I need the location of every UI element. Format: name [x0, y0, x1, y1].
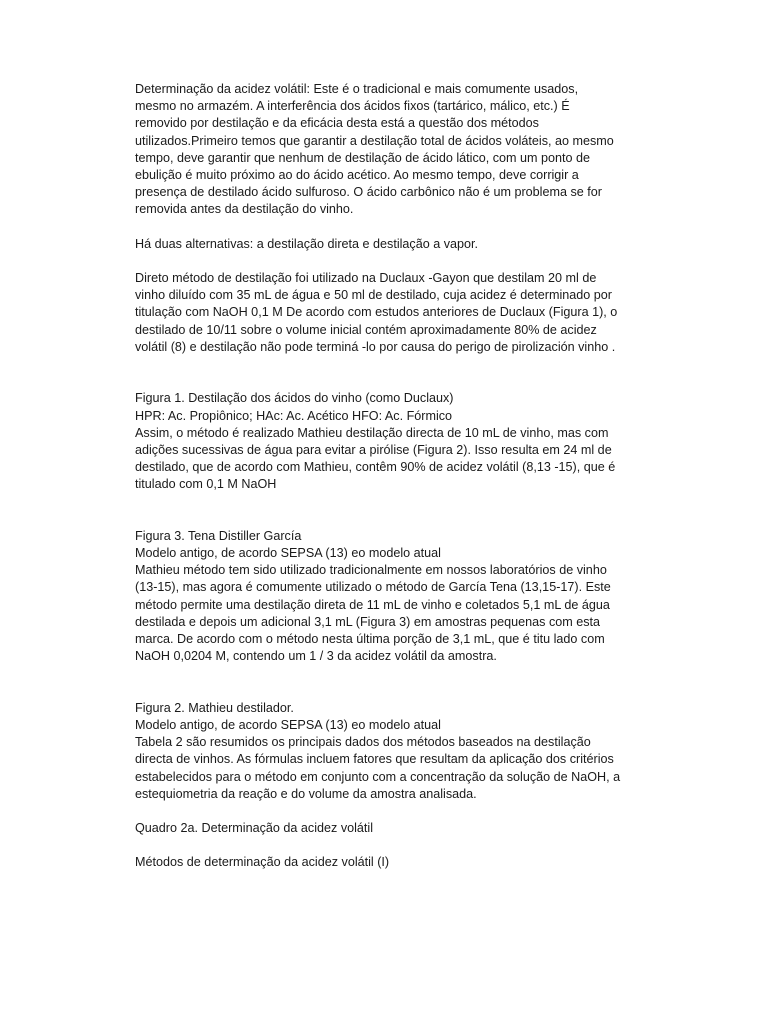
text-line: (13-15), mas agora é comumente utilizado o método de García Tena (13,15-17). Este: [135, 580, 611, 595]
text-line: Tabela 2 são resumidos os principais dados dos métodos baseados na destilação: [135, 735, 591, 750]
paragraph-alternatives: [135, 236, 635, 253]
text-line: Mathieu método tem sido utilizado tradicionalmente em nossos laboratórios de vinho: [135, 563, 607, 578]
text-line: Modelo antigo, de acordo SEPSA (13) eo modelo atual: [135, 717, 441, 732]
paragraph-figure-1: [135, 390, 635, 493]
text-line: vinho diluído com 35 mL de água e 50 ml de destilado, cuja acidez é determinado por: [135, 288, 612, 303]
text-line: titulado com 0,1 M NaOH: [135, 477, 277, 492]
text-line: marca. De acordo com o método nesta última porção de 3,1 mL, que é titu lado com: [135, 632, 605, 647]
text-line: tempo, deve garantir que nenhum de destilação de ácido lático, com um ponto de: [135, 150, 591, 165]
text-line: destilado, que de acordo com Mathieu, contêm 90% de acidez volátil (8,13 -15), que é: [135, 460, 616, 475]
paragraph-table-2a: [135, 820, 635, 837]
text-line: Há duas alternativas: a destilação direta e destilação a vapor.: [135, 236, 479, 251]
paragraph-figure-3: [135, 528, 635, 666]
text-line: titulação com NaOH 0,1 M De acordo com estudos anteriores de Duclaux (Figura 1), o: [135, 305, 618, 320]
text-line: NaOH 0,0204 M, contendo um 1 / 3 da acidez volátil da amostra.: [135, 649, 497, 664]
text-line: estequiometria da reação e do volume da amostra analisada.: [135, 786, 477, 801]
text-line: Assim, o método é realizado Mathieu destilação directa de 10 mL de vinho, mas com: [135, 425, 609, 440]
text-line: Direto método de destilação foi utilizado na Duclaux -Gayon que destilam 20 ml de: [135, 271, 597, 286]
text-line: presença de destilado ácido sulfuroso. O ácido carbônico não é um problema se for: [135, 185, 602, 200]
text-line: adições sucessivas de água para evitar a pirólise (Figura 2). Isso resulta em 24 ml de: [135, 442, 612, 457]
table-caption: Quadro 2a. Determinação da acidez volátil: [135, 821, 374, 836]
text-line: Determinação da acidez volátil: Este é o tradicional e mais comumente usados,: [135, 82, 579, 96]
text-line: ebulição é muito próximo ao do ácido acético. Ao mesmo tempo, deve corrigir a: [135, 167, 579, 182]
text-line: destilada e depois um adicional 3,1 mL (Figura 3) em amostras pequenas com esta: [135, 614, 601, 629]
text-line: volátil (8) e destilação não pode terminá -lo por causa do perigo de pirolización vinho .: [135, 339, 616, 354]
paragraph-direct-method: [135, 270, 635, 356]
text-line: removido por destilação e da eficácia desta está a questão dos métodos: [135, 116, 539, 131]
text-line: Modelo antigo, de acordo SEPSA (13) eo modelo atual: [135, 546, 441, 561]
paragraph-volatile-acidity-intro: [135, 81, 635, 219]
paragraph-methods-heading: [135, 854, 635, 871]
text-line: método permite uma destilação direta de 11 mL de vinho e coletados 5,1 mL de água: [135, 597, 610, 612]
figure-caption: Figura 3. Tena Distiller García: [135, 528, 302, 543]
paragraph-figure-2: [135, 700, 635, 803]
document-page: [135, 81, 635, 872]
text-line: directa de vinhos. As fórmulas incluem fatores que resultam da aplicação dos critérios: [135, 752, 614, 767]
text-line: HPR: Ac. Propiônico; HAc: Ac. Acético HFO: Ac. Fórmico: [135, 408, 453, 423]
section-heading: Métodos de determinação da acidez volátil (I): [135, 855, 390, 870]
text-line: utilizados.Primeiro temos que garantir a destilação total de ácidos voláteis, ao mesmo: [135, 133, 614, 148]
text-line: estabelecidos para o método em conjunto com a concentração da solução de NaOH, a: [135, 769, 621, 784]
figure-caption: Figura 2. Mathieu destilador.: [135, 700, 294, 715]
text-line: mesmo no armazém. A interferência dos ácidos fixos (tartárico, málico, etc.) É: [135, 99, 570, 114]
figure-caption: Figura 1. Destilação dos ácidos do vinho (como Duclaux): [135, 391, 454, 406]
text-line: removida antes da destilação do vinho.: [135, 202, 354, 217]
text-line: destilado de 10/11 sobre o volume inicial contém aproximadamente 80% de acidez: [135, 322, 597, 337]
